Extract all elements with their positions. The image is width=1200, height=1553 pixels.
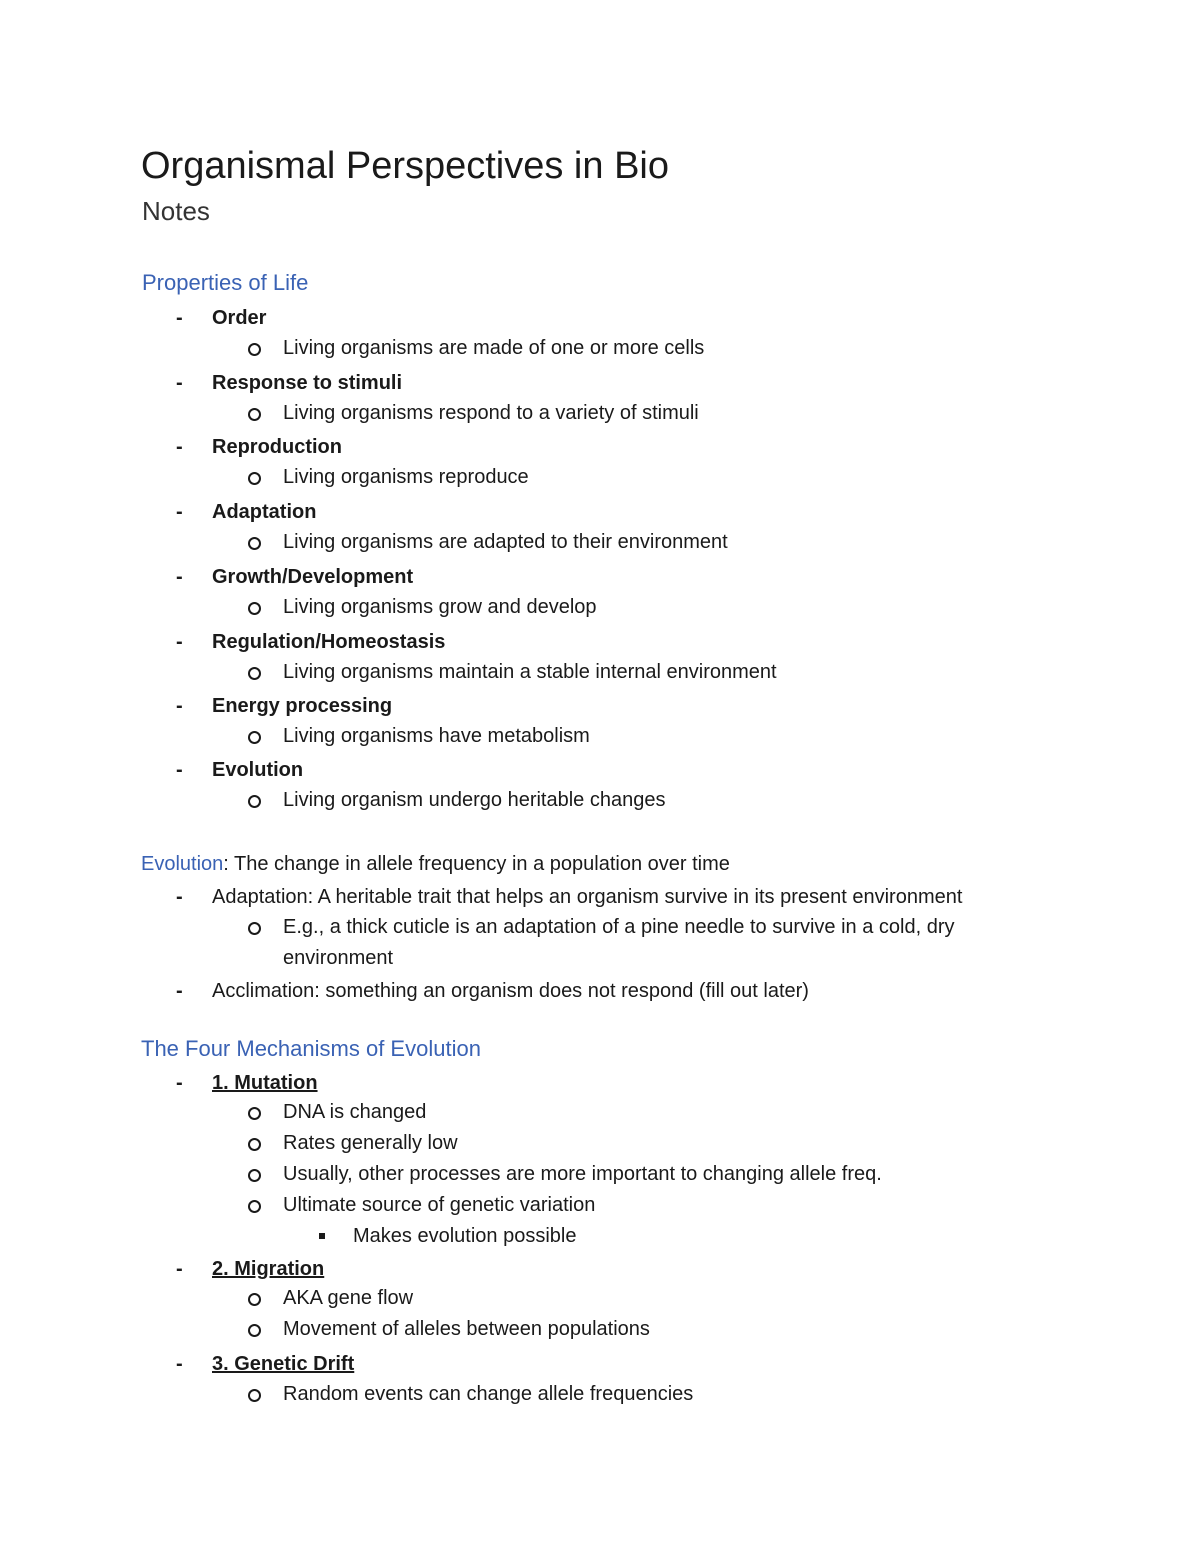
evolution-definition [141, 850, 730, 878]
dash-bullet: - [176, 566, 183, 588]
evolution-definition-text: : The change in allele frequency in a population over time [223, 853, 730, 875]
circle-bullet [248, 408, 261, 421]
document-subtitle: Notes [142, 196, 210, 226]
dash-bullet: - [176, 759, 183, 781]
property-detail: Living organisms are adapted to their environment [283, 531, 728, 553]
property-label: Growth/Development [212, 566, 414, 588]
mechanisms-heading: The Four Mechanisms of Evolution [141, 1036, 481, 1061]
circle-bullet [248, 343, 261, 356]
circle-bullet [248, 1389, 261, 1402]
migration-label: 2. Migration [212, 1258, 325, 1280]
dash-bullet: - [176, 501, 183, 523]
property-label: Response to stimuli [212, 372, 403, 394]
square-bullet [319, 1233, 325, 1239]
migration-point: Movement of alleles between populations [283, 1318, 650, 1340]
property-label: Energy processing [212, 695, 393, 717]
acclimation-definition: Acclimation: something an organism does not respond (fill out later) [212, 980, 809, 1002]
circle-bullet [248, 667, 261, 680]
property-detail: Living organisms have metabolism [283, 725, 590, 747]
dash-bullet: - [176, 1072, 183, 1094]
property-label: Reproduction [212, 436, 342, 458]
drift-point: Random events can change allele frequencies [283, 1383, 694, 1405]
adaptation-definition: Adaptation: A heritable trait that helps an organism survive in its present environment [212, 886, 963, 908]
dash-bullet: - [176, 372, 183, 394]
circle-bullet [248, 1138, 261, 1151]
circle-bullet [248, 537, 261, 550]
property-label: Evolution [212, 759, 304, 781]
document-title: Organismal Perspectives in Bio [141, 145, 669, 187]
drift-label: 3. Genetic Drift [212, 1353, 355, 1375]
dash-bullet: - [176, 307, 183, 329]
mutation-point: DNA is changed [283, 1101, 427, 1123]
adaptation-example-line1: E.g., a thick cuticle is an adaptation of a pine needle to survive in a cold, dry [283, 916, 955, 938]
property-label: Regulation/Homeostasis [212, 631, 446, 653]
dash-bullet: - [176, 631, 183, 653]
property-detail: Living organisms grow and develop [283, 596, 597, 618]
property-detail: Living organisms respond to a variety of stimuli [283, 402, 699, 424]
circle-bullet [248, 602, 261, 615]
dash-bullet: - [176, 1353, 183, 1375]
mutation-label: 1. Mutation [212, 1072, 318, 1094]
property-label: Order [212, 307, 267, 329]
property-label: Adaptation [212, 501, 317, 523]
property-detail: Living organisms reproduce [283, 466, 529, 488]
circle-bullet [248, 1324, 261, 1337]
circle-bullet [248, 795, 261, 808]
migration-point: AKA gene flow [283, 1287, 414, 1309]
adaptation-example-line2: environment [283, 947, 394, 969]
mutation-sub-point: Makes evolution possible [353, 1225, 577, 1247]
properties-heading: Properties of Life [142, 270, 309, 295]
dash-bullet: - [176, 886, 183, 908]
circle-bullet [248, 1107, 261, 1120]
property-detail: Living organism undergo heritable changes [283, 789, 666, 811]
circle-bullet [248, 1293, 261, 1306]
mutation-point: Ultimate source of genetic variation [283, 1194, 596, 1216]
property-detail: Living organisms maintain a stable internal environment [283, 661, 777, 683]
circle-bullet [248, 1200, 261, 1213]
property-detail: Living organisms are made of one or more cells [283, 337, 705, 359]
mutation-point: Usually, other processes are more important to changing allele freq. [283, 1163, 882, 1185]
dash-bullet: - [176, 980, 183, 1002]
circle-bullet [248, 1169, 261, 1182]
dash-bullet: - [176, 695, 183, 717]
mutation-point: Rates generally low [283, 1132, 458, 1154]
dash-bullet: - [176, 436, 183, 458]
evolution-term: Evolution [141, 853, 224, 875]
circle-bullet [248, 472, 261, 485]
circle-bullet [248, 922, 261, 935]
dash-bullet: - [176, 1258, 183, 1280]
circle-bullet [248, 731, 261, 744]
